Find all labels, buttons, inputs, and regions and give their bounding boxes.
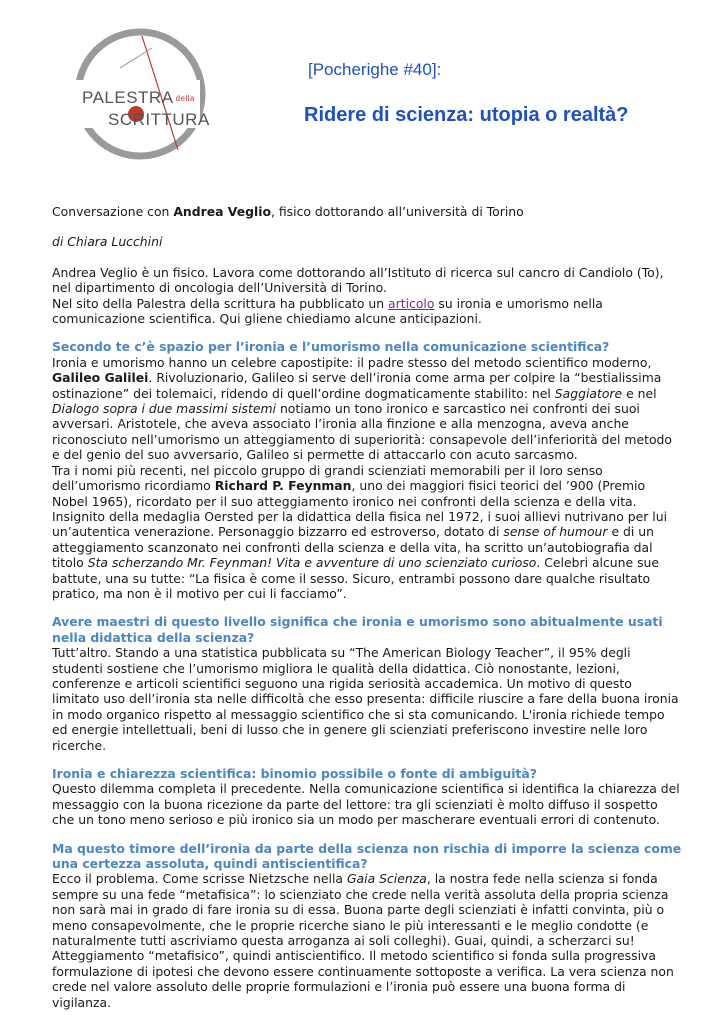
answer-1-paragraph-2: Tra i nomi più recenti, nel piccolo gruppo di grandi scienziati memorabili per il loro senso dell’umorismo ricordiamo Richard P. Feynman, uno dei maggiori fisici teorici del ’900 (Premio Nobel 1965), ricordato per il suo atteggiamento ironico nei confronti della scienza e della vita. Insignito della medaglia Oersted per la didattica della fisica nel 1972, i suoi allievi nutrivano per lui un’autentica venerazione. Personaggio bizzarro ed estroverso, dotato di sense of humour e di un atteggiamento scanzonato nei confronti della scienza e della vita, ha scritto un’autobiografia dal titolo Sta scherzando Mr. Feynman! Vita e avventure di uno scienziato curioso. Celebri alcune sue battute, una su tutte: “La fisica è come il sesso. Sicuro, entrambi possono dare qualche risultato pratico, ma non è il motivo per cui li facciamo”.	[52, 462, 668, 601]
question-4: Ma questo timore dell’ironia da parte della scienza non rischia di imporre la scienza come una certezza assoluta, quindi antiscientifica?	[52, 840, 682, 872]
question-1: Secondo te c’è spazio per l’ironia e l’umorismo nella comunicazione scientifica?	[52, 339, 610, 355]
palestra-della-scrittura-logo	[60, 22, 210, 172]
interviewee-name: Andrea Veglio	[173, 204, 271, 219]
author-line: di Chiara Lucchini	[52, 234, 163, 250]
article-body	[52, 204, 682, 1010]
logo-text-line1: PALESTRA della	[82, 88, 195, 107]
bio-paragraph: Andrea Veglio è un fisico. Lavora come dottorando all’Istituto di ricerca sul cancro di Candiolo (To), nel dipartimento di oncologia dell’Università di Torino.	[52, 264, 664, 296]
logo-text-line2: SCRITTURA	[108, 110, 210, 129]
question-3: Ironia e chiarezza scientifica: binomio possibile o fonte di ambiguità?	[52, 766, 537, 781]
answer-2: Tutt’altro. Stando a una statistica pubblicata su “The American Biology Teacher”, il 95% degli studenti sostiene che l’umorismo migliora le qualità della didattica. Ciò nonostante, lezioni, conferenze e articoli scientifici seguono una rigida seriosità accademica. Un motivo di questo limitato uso dell’ironia sta nelle difficoltà che esso presenta: difficile riuscire a fare della buona ironia in modo organico rispetto al messaggio scientifico che si sta comunicando. L'ironia richiede tempo ed energie intellettuali, beni di lusso che in genere gli scienziati preferiscono investire nelle loro ricerche.	[52, 645, 679, 753]
page-title: Ridere di scienza: utopia o realtà?	[304, 104, 629, 126]
question-2: Avere maestri di questo livello significa che ironia e umorismo sono abitualmente usati nella didattica della scienza?	[52, 614, 663, 645]
conversation-line: Conversazione con Andrea Veglio, fisico dottorando all’università di Torino	[52, 204, 524, 219]
bio-link-paragraph: Nel sito della Palestra della scrittura ha pubblicato un articolo su ironia e umorismo nella comunicazione scientifica. Qui gliene chiediamo alcune anticipazioni.	[52, 295, 603, 327]
answer-3: Questo dilemma completa il precedente. Nella comunicazione scientifica si identifica la chiarezza del messaggio con la buona ricezione da parte del lettore: tra gli scienziati è molto diffuso il sospetto che un tono meno serioso e più ironico sia un modo per mascherare eventuali errori di contenuto.	[52, 781, 680, 828]
column-kicker: [Pocherighe #40]:	[308, 60, 442, 79]
article-link[interactable]: articolo	[388, 295, 435, 311]
answer-1-paragraph-1: Ironia e umorismo hanno un celebre capostipite: il padre stesso del metodo scientifico moderno, Galileo Galilei. Rivoluzionario, Galileo si serve dell’ironia come arma per colpire la “bestialissima ostinazione” dei tolemaici, ridendo di quell’ordine dogmaticamente stabilito: nel Saggiatore e nel Dialogo sopra i due massimi sistemi notiamo un tono ironico e sarcastico nei confronti dei suoi avversari. Aristotele, che aveva associato l’ironia alla finzione e alla menzogna, aveva anche riconosciuto nell’umorismo un atteggiamento di superiorità: consapevole dell’inferiorità del metodo e del genio del suo avversario, Galileo si permette di attaccarlo con acuto sarcasmo.	[52, 354, 673, 463]
answer-4: Ecco il problema. Come scrisse Nietzsche nella Gaia Scienza, la nostra fede nella scienza si fonda sempre su una fede “metafisica”: lo scienziato che crede nella verità assoluta della propria scienza non sarà mai in grado di fare ironia su di essa. Buona parte degli scienziati è infatti convinta, più o meno consapevolmente, che le proprie ricerche siano le più interessanti e le meglio condotte (e naturalmente tutti ascriviamo questa arroganza ai soli colleghi). Guai, quindi, a scherzarci su! Atteggiamento “metafisico”, quindi antiscientifico. Il metodo scientifico si fonda sulla progressiva formulazione di ipotesi che devono essere continuamente sottoposte a verifica. La vera scienza non crede nel valore assoluto delle proprie formulazioni e l’ironia può essere una buona forma di vigilanza.	[52, 871, 674, 1010]
